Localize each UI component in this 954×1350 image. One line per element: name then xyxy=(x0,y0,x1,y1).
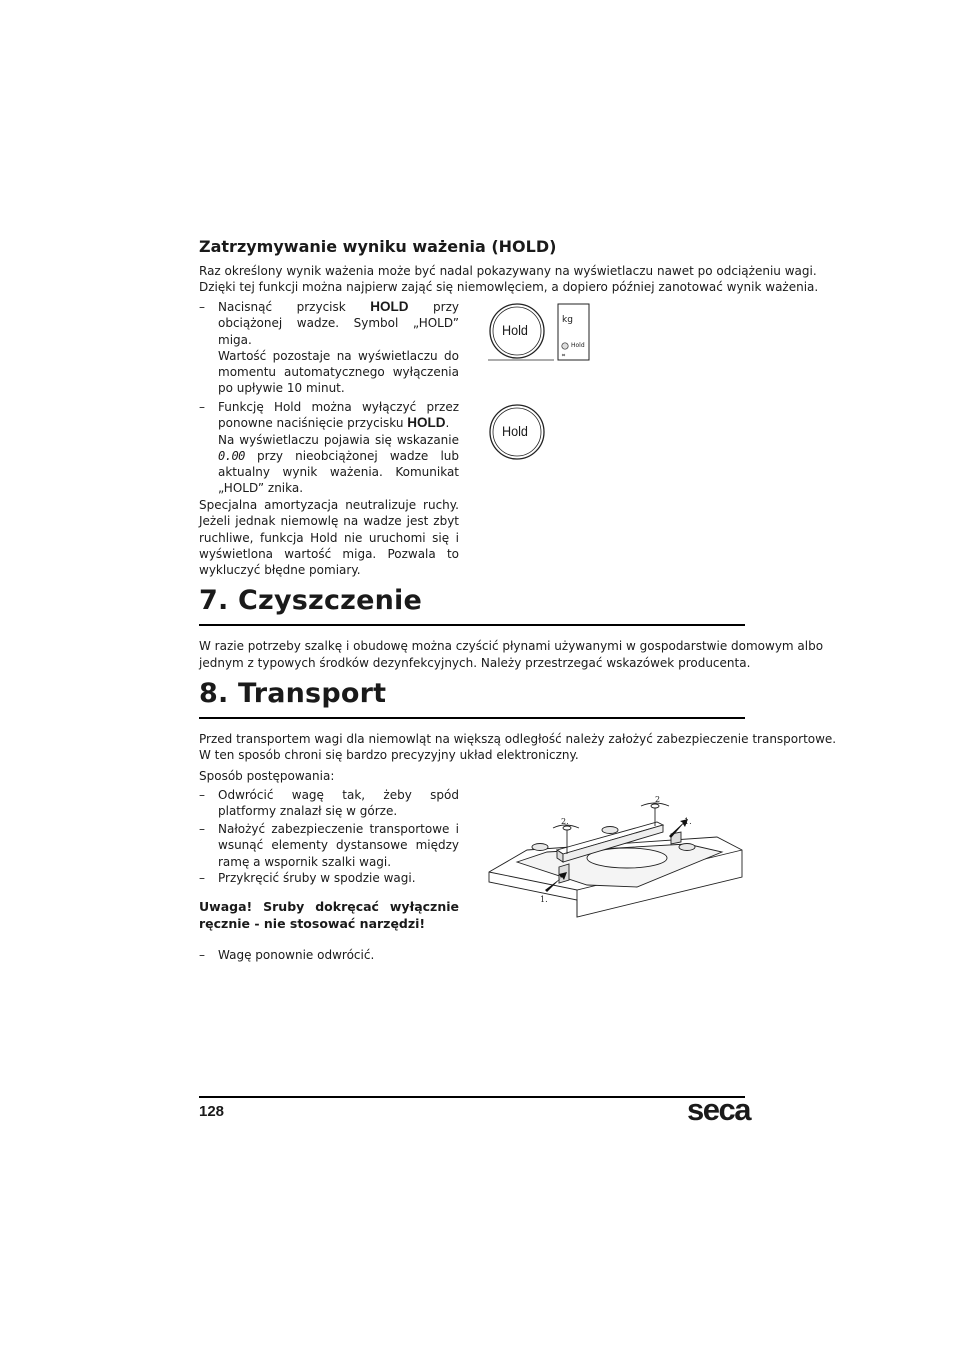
hold-indicator-icon xyxy=(562,343,568,349)
cleaning-heading: 7. Czyszczenie xyxy=(199,585,422,616)
cleaning-text-line2: jednym z typowych środków dezynfekcyjnych. Należy przestrzegać wskazówek producenta. xyxy=(199,656,751,670)
text: Nacisnąć przycisk xyxy=(218,300,371,314)
screw-head-icon xyxy=(651,804,659,808)
hold-button-label: Hold xyxy=(502,423,528,439)
page-number: 128 xyxy=(199,1103,225,1120)
diagram-label: 1. xyxy=(684,817,692,826)
foot-icon xyxy=(532,844,548,851)
footer-rule xyxy=(199,1096,745,1098)
text: przy obciążonej wadze. Symbol „HOLD” miga. xyxy=(218,300,459,347)
diagram-label: 1. xyxy=(540,895,548,904)
section-rule xyxy=(199,624,745,626)
transport-text-line1: Przed transportem wagi dla niemowląt na większą odległość należy założyć zabezpieczenie transportowe. xyxy=(199,732,837,746)
hold-button-label: Hold xyxy=(502,322,528,338)
step-text: Wagę ponownie odwrócić. xyxy=(218,948,375,962)
display-unit: kg xyxy=(562,315,573,325)
transport-lock-diagram xyxy=(487,792,747,922)
hold-bullet-1-text xyxy=(218,299,459,397)
transport-step-1 xyxy=(199,787,459,820)
step-text: Nałożyć zabezpieczenie transportowe i wsunąć elementy dystansowe między ramę a wspornik szalki wagi. xyxy=(218,822,459,869)
cleaning-text-line1: W razie potrzeby szalkę i obudowę można czyścić płynami używanymi w gospodarstwie domowym albo xyxy=(199,639,824,653)
hold-bullet-1-line2: Wartość pozostaje na wyświetlaczu do momentu automatycznego wyłączenia po upływie 10 minut. xyxy=(218,348,459,396)
hold-key-label: HOLD xyxy=(370,299,409,314)
warning-text: Uwaga! Sruby dokręcać wyłącznie ręcznie - nie stosować narzędzi! xyxy=(199,899,459,931)
bullet-dash: – xyxy=(199,300,205,314)
bullet-dash: – xyxy=(199,871,205,885)
transport-final-step xyxy=(199,947,459,963)
text: Funkcję Hold można wyłączyć przez ponowne naciśnięcie przycisku xyxy=(218,400,459,431)
step-text: Odwrócić wagę tak, żeby spód platformy znalazł się w górze. xyxy=(218,788,459,819)
seca-logo: seca xyxy=(687,1092,750,1127)
transport-heading: 8. Transport xyxy=(199,678,387,709)
text: Na wyświetlaczu pojawia się wskazanie xyxy=(218,432,459,447)
hold-heading: Zatrzymywanie wyniku ważenia (HOLD) xyxy=(199,237,557,256)
hold-intro-line2: Dzięki tej funkcji można najpierw zająć się niemowlęciem, a dopiero później zanotować wynik ważenia. xyxy=(199,280,819,294)
hold-bullet-2-line2 xyxy=(218,432,459,497)
hold-intro-line1: Raz określony wynik ważenia może być nadal pokazywany na wyświetlaczu nawet po odciążeniu wagi. xyxy=(199,264,817,278)
transport-text-line2: W ten sposób chroni się bardzo precyzyjny układ elektroniczny. xyxy=(199,748,579,762)
diagram-label: 2. xyxy=(561,817,569,826)
display-panel xyxy=(558,304,589,360)
display-readout: 0.00 xyxy=(218,448,245,463)
hold-bullet-1 xyxy=(199,299,459,397)
foot-icon xyxy=(679,844,695,851)
damping-paragraph: Specjalna amortyzacja neutralizuje ruchy. Jeżeli jednak niemowlę na wadze jest zbyt ruchliwe, funkcja Hold nie uruchomi się i wyświetlona wartość miga. Pozwala to wykluczyć błędne pomiary. xyxy=(199,498,459,578)
hold-bullet-2 xyxy=(199,399,459,497)
bullet-dash: – xyxy=(199,788,205,802)
bullet-dash: – xyxy=(199,400,205,414)
step-text: Przykręcić śruby w spodzie wagi. xyxy=(218,871,416,885)
foot-icon xyxy=(602,827,618,834)
bullet-dash: – xyxy=(199,822,205,836)
text: . xyxy=(445,416,450,431)
procedure-label: Sposób postępowania: xyxy=(199,769,335,783)
display-hold-label: Hold xyxy=(571,342,585,349)
bullet-dash: – xyxy=(199,948,205,962)
screw-head-icon xyxy=(563,826,571,830)
transport-step-2 xyxy=(199,821,459,870)
section-rule xyxy=(199,717,745,719)
hold-bullet-2-text xyxy=(218,399,459,497)
text: przy nieobciążonej wadze lub aktualny wynik ważenia. Komunikat „HOLD” znika. xyxy=(218,448,459,496)
transport-step-3 xyxy=(199,870,459,886)
hold-key-label: HOLD xyxy=(407,415,446,431)
diagram-label: 2 xyxy=(655,795,661,804)
